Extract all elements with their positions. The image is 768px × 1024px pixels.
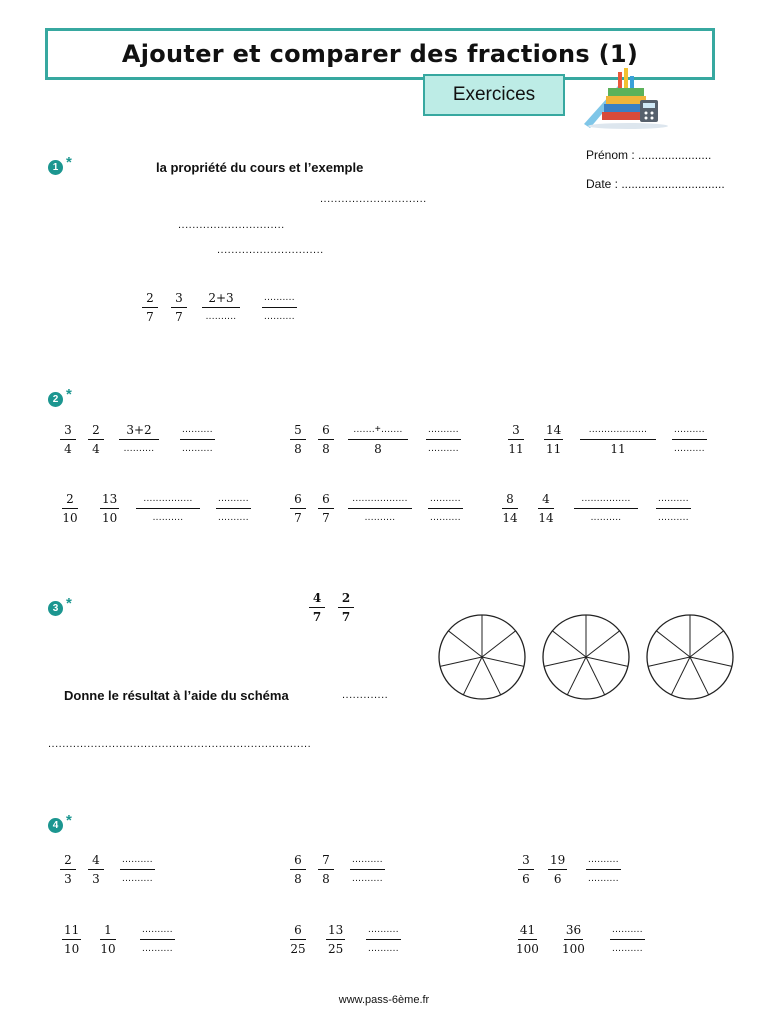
ex4-r2-g2-result: .......... .......... (368, 924, 399, 954)
ex4-r2-g3-result: .......... .......... (612, 924, 643, 954)
ex2-r1-g3-f1: $\frac{3}{11}$ (508, 423, 524, 456)
ex2-r2-g2-f2: $\frac{6}{7}$ (318, 492, 334, 525)
ex2-r2-g3-f1: $\frac{8}{14}$ (502, 492, 518, 525)
ex4-r2-g2-f1: $\frac{6}{25}$ (290, 923, 306, 956)
ex2-r1-g2-sum: .......+....... 8 (348, 423, 408, 456)
books-ruler-calculator-icon (578, 66, 674, 130)
ex2-r2-g3-sum: ................ .......... (574, 492, 638, 525)
ex2-r1-g1-f1: $\frac{3}{4}$ (60, 423, 76, 456)
ex2-r2-g1-f2: $\frac{13}{10}$ (102, 492, 118, 525)
ex4-r1-g2-f1: $\frac{6}{8}$ (290, 853, 306, 886)
exercise-1-instruction: la propriété du cours et l’exemple (156, 160, 364, 175)
ex4-r2-g3-f2: $\frac{36}{100}$ (562, 923, 585, 956)
exercise-2-star: * (66, 386, 72, 403)
ex2-r2-g2-sum: .................. .......... (348, 492, 412, 525)
exercise-1-star: * (66, 154, 72, 171)
ex2-r1-g1-sum: 3+2 .......... (119, 423, 159, 456)
date-field: Date : ............................... (586, 177, 725, 191)
ex4-r2-g3-f1: $\frac{41}{100}$ (516, 923, 539, 956)
ex3-blank-short: ............. (342, 689, 389, 701)
pie-diagrams (436, 612, 736, 704)
ex2-r1-g2-f2: $\frac{6}{8}$ (318, 423, 334, 456)
ex1-blank-3: .............................. (217, 244, 324, 256)
ex1-blank-1: .............................. (320, 193, 427, 205)
ex2-r1-g2-f1: $\frac{5}{8}$ (290, 423, 306, 456)
ex4-r1-g1-f1: $\frac{2}{3}$ (60, 853, 76, 886)
exercise-4-number: 4 (48, 818, 63, 833)
footer-site: www.pass-6ème.fr (338, 994, 430, 1006)
exercise-1-number: 1 (48, 160, 63, 175)
exercise-4-star: * (66, 812, 72, 829)
ex2-r1-g3-result: .......... .......... (674, 424, 705, 454)
ex2-r1-g3-f2: $\frac{14}{11}$ (546, 423, 562, 456)
ex4-r1-g1-result: .......... .......... (122, 854, 153, 884)
ex3-blank-long: .......................................................................... (48, 738, 312, 750)
exercise-3-star: * (66, 595, 72, 612)
ex4-r1-g3-f1: $\frac{3}{6}$ (518, 853, 534, 886)
ex2-r1-g3-sum: ................... 11 (580, 423, 656, 456)
ex2-r1-g2-result: .......... .......... (428, 424, 459, 454)
ex4-r1-g3-result: .......... .......... (588, 854, 619, 884)
ex2-r2-g3-result: .......... .......... (658, 493, 689, 523)
ex4-r2-g2-f2: $\frac{13}{25}$ (328, 923, 344, 956)
ex2-r2-g2-f1: $\frac{6}{7}$ (290, 492, 306, 525)
ex2-r1-g1-result: .......... .......... (182, 424, 213, 454)
ex2-r2-g1-sum: ................ .......... (136, 492, 200, 525)
ex2-r2-g1-f1: $\frac{2}{10}$ (62, 492, 78, 525)
ex1-fraction-2: $\frac{3}{7}$ (171, 291, 187, 324)
page-title: Ajouter et comparer des fractions (1) (121, 40, 639, 68)
prenom-field: Prénom : ...................... (586, 148, 712, 162)
ex4-r1-g1-f2: $\frac{4}{3}$ (88, 853, 104, 886)
ex2-r2-g1-result: .......... .......... (218, 493, 249, 523)
ex2-r1-g1-f2: $\frac{2}{4}$ (88, 423, 104, 456)
ex4-r1-g2-result: .......... .......... (352, 854, 383, 884)
exercise-3-number: 3 (48, 601, 63, 616)
exercices-badge: Exercices (423, 74, 565, 116)
ex1-fraction-result: .......... .......... (264, 292, 295, 322)
ex2-r2-g3-f2: $\frac{4}{14}$ (538, 492, 554, 525)
ex4-r1-g2-f2: $\frac{7}{8}$ (318, 853, 334, 886)
ex4-r2-g1-result: .......... .......... (142, 924, 173, 954)
ex4-r2-g1-f2: $\frac{1}{10}$ (100, 923, 116, 956)
exercise-3-instruction: Donne le résultat à l’aide du schéma (64, 688, 289, 703)
ex2-r2-g2-result: .......... .......... (430, 493, 461, 523)
ex4-r1-g3-f2: $\frac{19}{6}$ (550, 853, 566, 886)
exercise-2-number: 2 (48, 392, 63, 407)
ex3-fraction-2: $\frac{2}{7}$ (338, 591, 354, 624)
ex4-r2-g1-f1: $\frac{11}{10}$ (64, 923, 80, 956)
ex1-blank-2: .............................. (178, 219, 285, 231)
ex1-fraction-1: $\frac{2}{7}$ (142, 291, 158, 324)
ex3-fraction-1: $\frac{4}{7}$ (309, 591, 325, 624)
ex1-fraction-sum: 2+3 .......... (202, 291, 240, 324)
